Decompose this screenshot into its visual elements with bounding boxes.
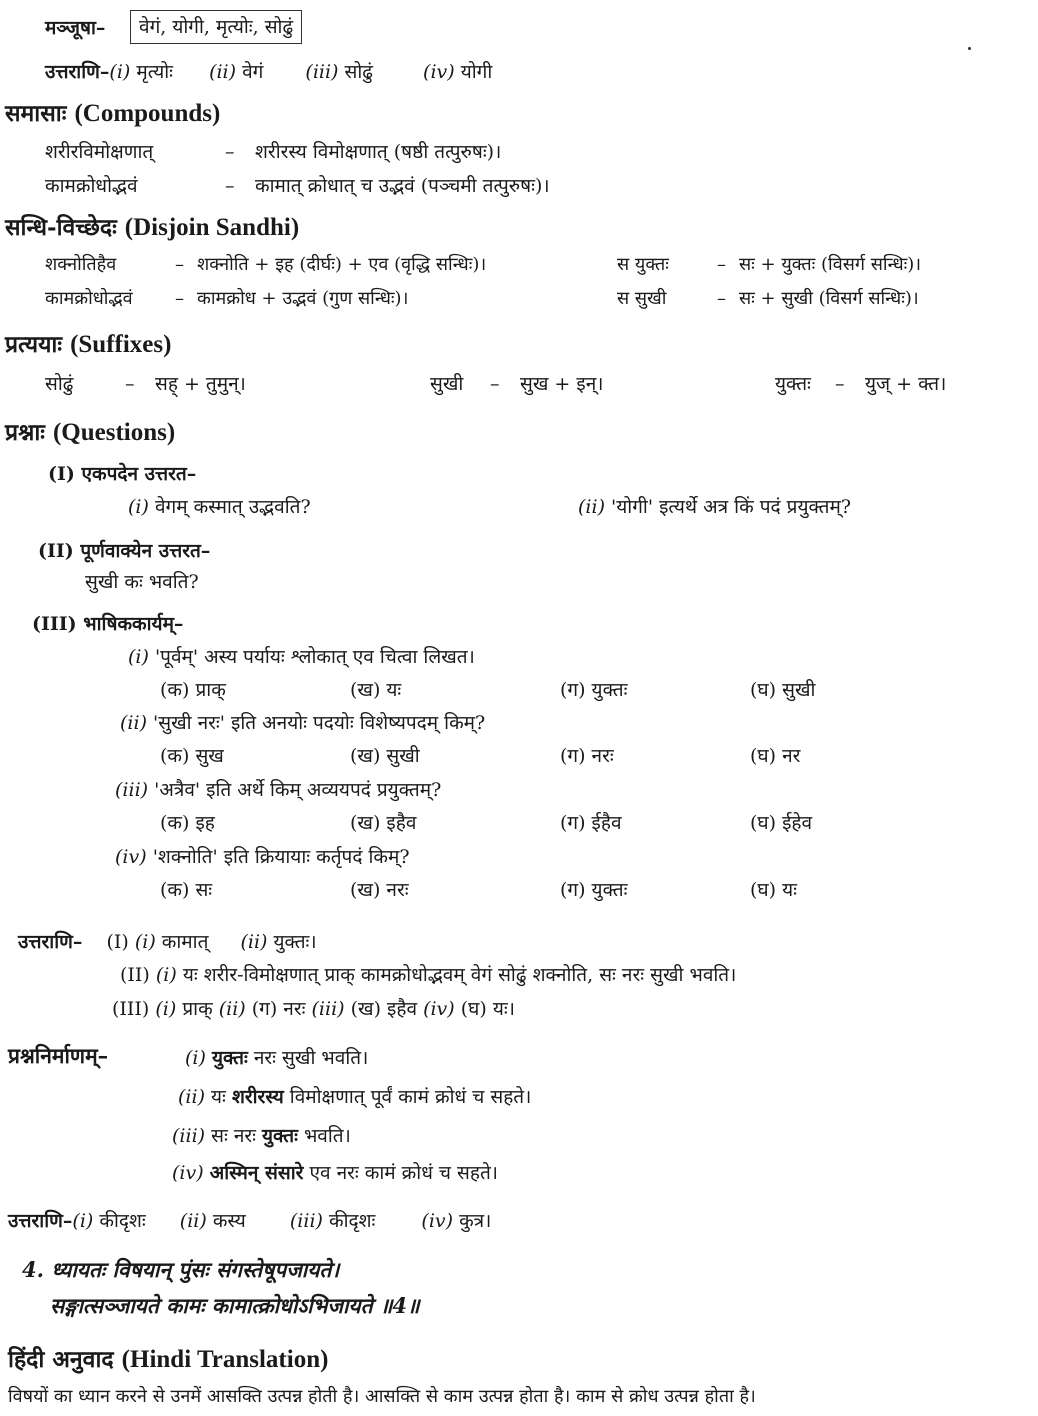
dash: – bbox=[717, 288, 726, 309]
compound-meaning: शरीरस्य विमोक्षणात् (षष्ठी तत्पुरुषः)। bbox=[255, 141, 502, 163]
q-text: 'अत्रैव' इति अर्थे किम् अव्ययपदं प्रयुक्तम्? bbox=[154, 779, 442, 801]
sandhi-word: स युक्तः bbox=[617, 254, 669, 275]
verse-text: ध्यायतः विषयान् पुंसः संगस्तेषूपजायते। bbox=[51, 1257, 340, 1282]
answer-num: (i) bbox=[134, 931, 156, 953]
part2-q1: सुखी कः भवति? bbox=[85, 571, 199, 593]
options-row bbox=[160, 742, 800, 768]
verse-line1 bbox=[22, 1256, 339, 1284]
qf-item bbox=[185, 1044, 368, 1070]
manjusha-word-box bbox=[130, 10, 302, 44]
q-text: 'पूर्वम्' अस्य पर्यायः श्लोकात् एव चित्वा लिखत। bbox=[154, 646, 475, 668]
qf-rest: नरः सुखी भवति। bbox=[247, 1047, 369, 1069]
answer-text: कस्य bbox=[212, 1210, 246, 1232]
q-text: 'सुखी नरः' इति अनयोः पदयोः विशेष्यपदम् किम्? bbox=[153, 712, 486, 734]
dash: – bbox=[225, 175, 235, 197]
q-num: (iv) bbox=[115, 846, 147, 868]
part2-label: (II) पूर्णवाक्येन उत्तरत– bbox=[38, 540, 211, 562]
sandhi-row bbox=[45, 286, 919, 310]
compounds-heading bbox=[5, 96, 220, 128]
q-text: 'शक्नोति' इति क्रियायाः कर्तृपदं किम्? bbox=[152, 846, 410, 868]
answer-text: कामात् bbox=[161, 931, 209, 953]
answer-num: (ii) bbox=[218, 998, 246, 1020]
heading-english: (Suffixes) bbox=[70, 331, 172, 358]
hindi-translation-text: विषयों का ध्यान करने से उनमें आसक्ति उत्पन्न होती है। आसक्ति से काम उत्पन्न होता है। काम से क्रोध उत्पन्न होता है। bbox=[8, 1386, 756, 1407]
option[interactable]: (घ) नर bbox=[750, 745, 801, 767]
q-num: (i) bbox=[128, 646, 149, 668]
answer-text: यः शरीर-विमोक्षणात् प्राक् कामक्रोधोद्भवम् वेगं सोढुं शक्नोति, सः नरः सुखी भवति। bbox=[182, 964, 737, 986]
suffixes-heading bbox=[5, 327, 171, 359]
part-num: (I) bbox=[106, 931, 129, 953]
qf-item bbox=[172, 1159, 498, 1185]
sandhi-split: सः + सुखी (विसर्ग सन्धिः)। bbox=[739, 288, 919, 309]
part1-label: (I) एकपदेन उत्तरत– bbox=[48, 463, 197, 485]
qf-answers-line bbox=[8, 1207, 491, 1233]
part-num: (II) bbox=[120, 964, 150, 986]
dash: – bbox=[125, 373, 135, 395]
answer-text: कुत्र। bbox=[459, 1210, 492, 1232]
compound-word: कामक्रोधोद्भवं bbox=[45, 175, 138, 197]
compound-row bbox=[45, 138, 501, 164]
option[interactable]: (क) सः bbox=[160, 879, 213, 901]
answers-label: उत्तराणि– bbox=[8, 1210, 73, 1232]
options-row bbox=[160, 876, 797, 902]
q-text: वेगम् कस्मात् उद्भवति? bbox=[154, 496, 311, 518]
answer-num: (iii) bbox=[289, 1210, 323, 1232]
answer-num: (ii) bbox=[240, 931, 268, 953]
question-formation-label: प्रश्ननिर्माणम्– bbox=[8, 1043, 109, 1068]
heading-english: (Compounds) bbox=[74, 100, 221, 127]
qf-pre: यः bbox=[211, 1086, 232, 1108]
fill-answers-line bbox=[45, 58, 492, 84]
qf-highlight: शरीरस्य bbox=[231, 1086, 284, 1108]
dash: – bbox=[717, 254, 726, 275]
answer-num: (i) bbox=[109, 61, 131, 83]
options-row bbox=[160, 809, 812, 835]
qf-pre: सः नरः bbox=[211, 1125, 263, 1147]
q-num: (i) bbox=[128, 496, 149, 518]
part3-question bbox=[120, 709, 485, 735]
stray-dot bbox=[968, 47, 971, 50]
hindi-translation-heading bbox=[8, 1342, 328, 1374]
suffix-word: सुखी bbox=[430, 373, 464, 395]
answer-text: (घ) यः। bbox=[460, 998, 515, 1020]
suffix-word: सोढुं bbox=[45, 373, 74, 395]
suffix-item bbox=[45, 370, 246, 396]
heading-hindi: समासाः bbox=[5, 100, 67, 127]
compound-meaning: कामात् क्रोधात् च उद्भवं (पञ्चमी तत्पुरुषः)। bbox=[255, 175, 550, 197]
dash: – bbox=[175, 254, 184, 275]
q-num: (iii) bbox=[172, 1125, 206, 1147]
q-text: 'योगी' इत्यर्थे अत्र किं पदं प्रयुक्तम्? bbox=[611, 496, 852, 518]
q-num: (iii) bbox=[115, 779, 149, 801]
suffix-word: युक्तः bbox=[775, 373, 811, 395]
option[interactable]: (ग) नरः bbox=[560, 745, 614, 767]
answer-text: प्राक् bbox=[182, 998, 213, 1020]
qf-rest: विमोक्षणात् पूर्वं कामं क्रोधं च सहते। bbox=[283, 1086, 532, 1108]
answer-text: कीदृशः bbox=[328, 1210, 376, 1232]
heading-english: (Hindi Translation) bbox=[121, 1346, 329, 1373]
option[interactable]: (क) प्राक् bbox=[160, 679, 226, 701]
sandhi-split: शक्नोति + इह (दीर्घः) + एव (वृद्धि सन्धिः)। bbox=[197, 254, 487, 275]
answer-text: युक्तः। bbox=[273, 931, 317, 953]
part-num: (III) bbox=[112, 998, 150, 1020]
qf-item bbox=[178, 1083, 531, 1109]
answer-text: कीदृशः bbox=[99, 1210, 146, 1232]
q-num: (i) bbox=[185, 1047, 206, 1069]
answers-line3 bbox=[112, 995, 515, 1021]
answers-line1 bbox=[18, 928, 317, 954]
answer-text: (ख) इहैव bbox=[350, 998, 418, 1020]
suffix-item bbox=[430, 370, 603, 396]
part3-question bbox=[128, 643, 475, 669]
heading-english: (Questions) bbox=[52, 419, 176, 446]
option[interactable]: (ग) युक्तः bbox=[560, 879, 628, 901]
dash: – bbox=[175, 288, 184, 309]
option[interactable]: (ख) सुखी bbox=[350, 745, 420, 767]
option[interactable]: (ख) नरः bbox=[350, 879, 409, 901]
answer-text: सोढुं bbox=[344, 61, 373, 83]
part3-label: (III) भाषिककार्यम्– bbox=[32, 613, 184, 635]
heading-hindi: सन्धि-विच्छेदः bbox=[5, 214, 117, 241]
qf-highlight: युक्तः bbox=[211, 1047, 248, 1069]
option[interactable]: (क) सुख bbox=[160, 745, 224, 767]
qf-highlight: युक्तः bbox=[262, 1125, 298, 1147]
heading-english: (Disjoin Sandhi) bbox=[124, 214, 300, 241]
answer-num: (ii) bbox=[179, 1210, 207, 1232]
answers-label: उत्तराणि– bbox=[45, 61, 110, 83]
verse-line2: सङ्गात्सञ्जायते कामः कामात्क्रोधोऽभिजायते ॥4॥ bbox=[50, 1293, 420, 1318]
answer-num: (iii) bbox=[305, 61, 339, 83]
compound-word: शरीरविमोक्षणात् bbox=[45, 141, 154, 163]
qf-highlight: अस्मिन् संसारे bbox=[209, 1162, 304, 1184]
answer-num: (iv) bbox=[423, 61, 455, 83]
compound-row bbox=[45, 172, 550, 198]
dash: – bbox=[225, 141, 235, 163]
qf-rest: एव नरः कामं क्रोधं च सहते। bbox=[303, 1162, 498, 1184]
answer-num: (iii) bbox=[311, 998, 345, 1020]
option[interactable]: (घ) ईहेव bbox=[750, 812, 813, 834]
dash: – bbox=[490, 373, 500, 395]
q-num: (iv) bbox=[172, 1162, 204, 1184]
answer-text: योगी bbox=[460, 61, 493, 83]
option[interactable]: (घ) सुखी bbox=[750, 679, 816, 701]
answer-text: वेगं bbox=[242, 61, 264, 83]
option[interactable]: (घ) यः bbox=[750, 879, 797, 901]
part3-question bbox=[115, 776, 441, 802]
heading-hindi: प्रश्नाः bbox=[5, 419, 45, 446]
answer-num: (ii) bbox=[209, 61, 237, 83]
suffix-item bbox=[775, 370, 946, 396]
questions-heading bbox=[5, 415, 175, 447]
sandhi-split: सः + युक्तः (विसर्ग सन्धिः)। bbox=[739, 254, 922, 275]
answer-num: (iv) bbox=[423, 998, 455, 1020]
q-num: (ii) bbox=[120, 712, 147, 734]
answers-label: उत्तराणि– bbox=[18, 931, 83, 953]
dash: – bbox=[835, 373, 845, 395]
verse-num: 4. bbox=[22, 1257, 44, 1282]
answer-text: (ग) नरः bbox=[251, 998, 306, 1020]
manjusha-words: वेगं, योगी, मृत्योः, सोढुं bbox=[139, 16, 294, 38]
options-row bbox=[160, 676, 815, 702]
suffix-split: युज् + क्त। bbox=[865, 373, 947, 395]
sandhi-heading bbox=[5, 210, 299, 242]
option[interactable]: (ग) ईहैव bbox=[560, 812, 622, 834]
q-num: (ii) bbox=[178, 1086, 205, 1108]
answer-num: (i) bbox=[72, 1210, 94, 1232]
qf-item bbox=[172, 1122, 351, 1148]
option[interactable]: (क) इह bbox=[160, 812, 215, 834]
heading-hindi: हिंदी अनुवाद bbox=[8, 1346, 114, 1373]
suffix-split: सह् + तुमुन्। bbox=[155, 373, 246, 395]
sandhi-split: कामक्रोध + उद्भवं (गुण सन्धिः)। bbox=[197, 288, 409, 309]
qf-rest: भवति। bbox=[297, 1125, 351, 1147]
option[interactable]: (ख) यः bbox=[350, 679, 402, 701]
option[interactable]: (ख) इहैव bbox=[350, 812, 417, 834]
sandhi-row bbox=[45, 252, 921, 276]
part1-q1 bbox=[128, 493, 311, 519]
suffix-split: सुख + इन्। bbox=[520, 373, 604, 395]
answer-num: (i) bbox=[155, 964, 177, 986]
option[interactable]: (ग) युक्तः bbox=[560, 679, 628, 701]
part1-q2 bbox=[578, 493, 851, 519]
q-num: (ii) bbox=[578, 496, 605, 518]
sandhi-word: स सुखी bbox=[617, 288, 667, 309]
heading-hindi: प्रत्ययाः bbox=[5, 331, 63, 358]
sandhi-word: कामक्रोधोद्भवं bbox=[45, 288, 133, 309]
sandhi-word: शक्नोतिहैव bbox=[45, 254, 117, 275]
part3-question bbox=[115, 843, 410, 869]
answer-num: (i) bbox=[155, 998, 177, 1020]
answers-line2 bbox=[120, 961, 736, 987]
answer-text: मृत्योः bbox=[136, 61, 174, 83]
answer-num: (iv) bbox=[421, 1210, 454, 1232]
manjusha-label: मञ्जूषा– bbox=[45, 17, 106, 39]
